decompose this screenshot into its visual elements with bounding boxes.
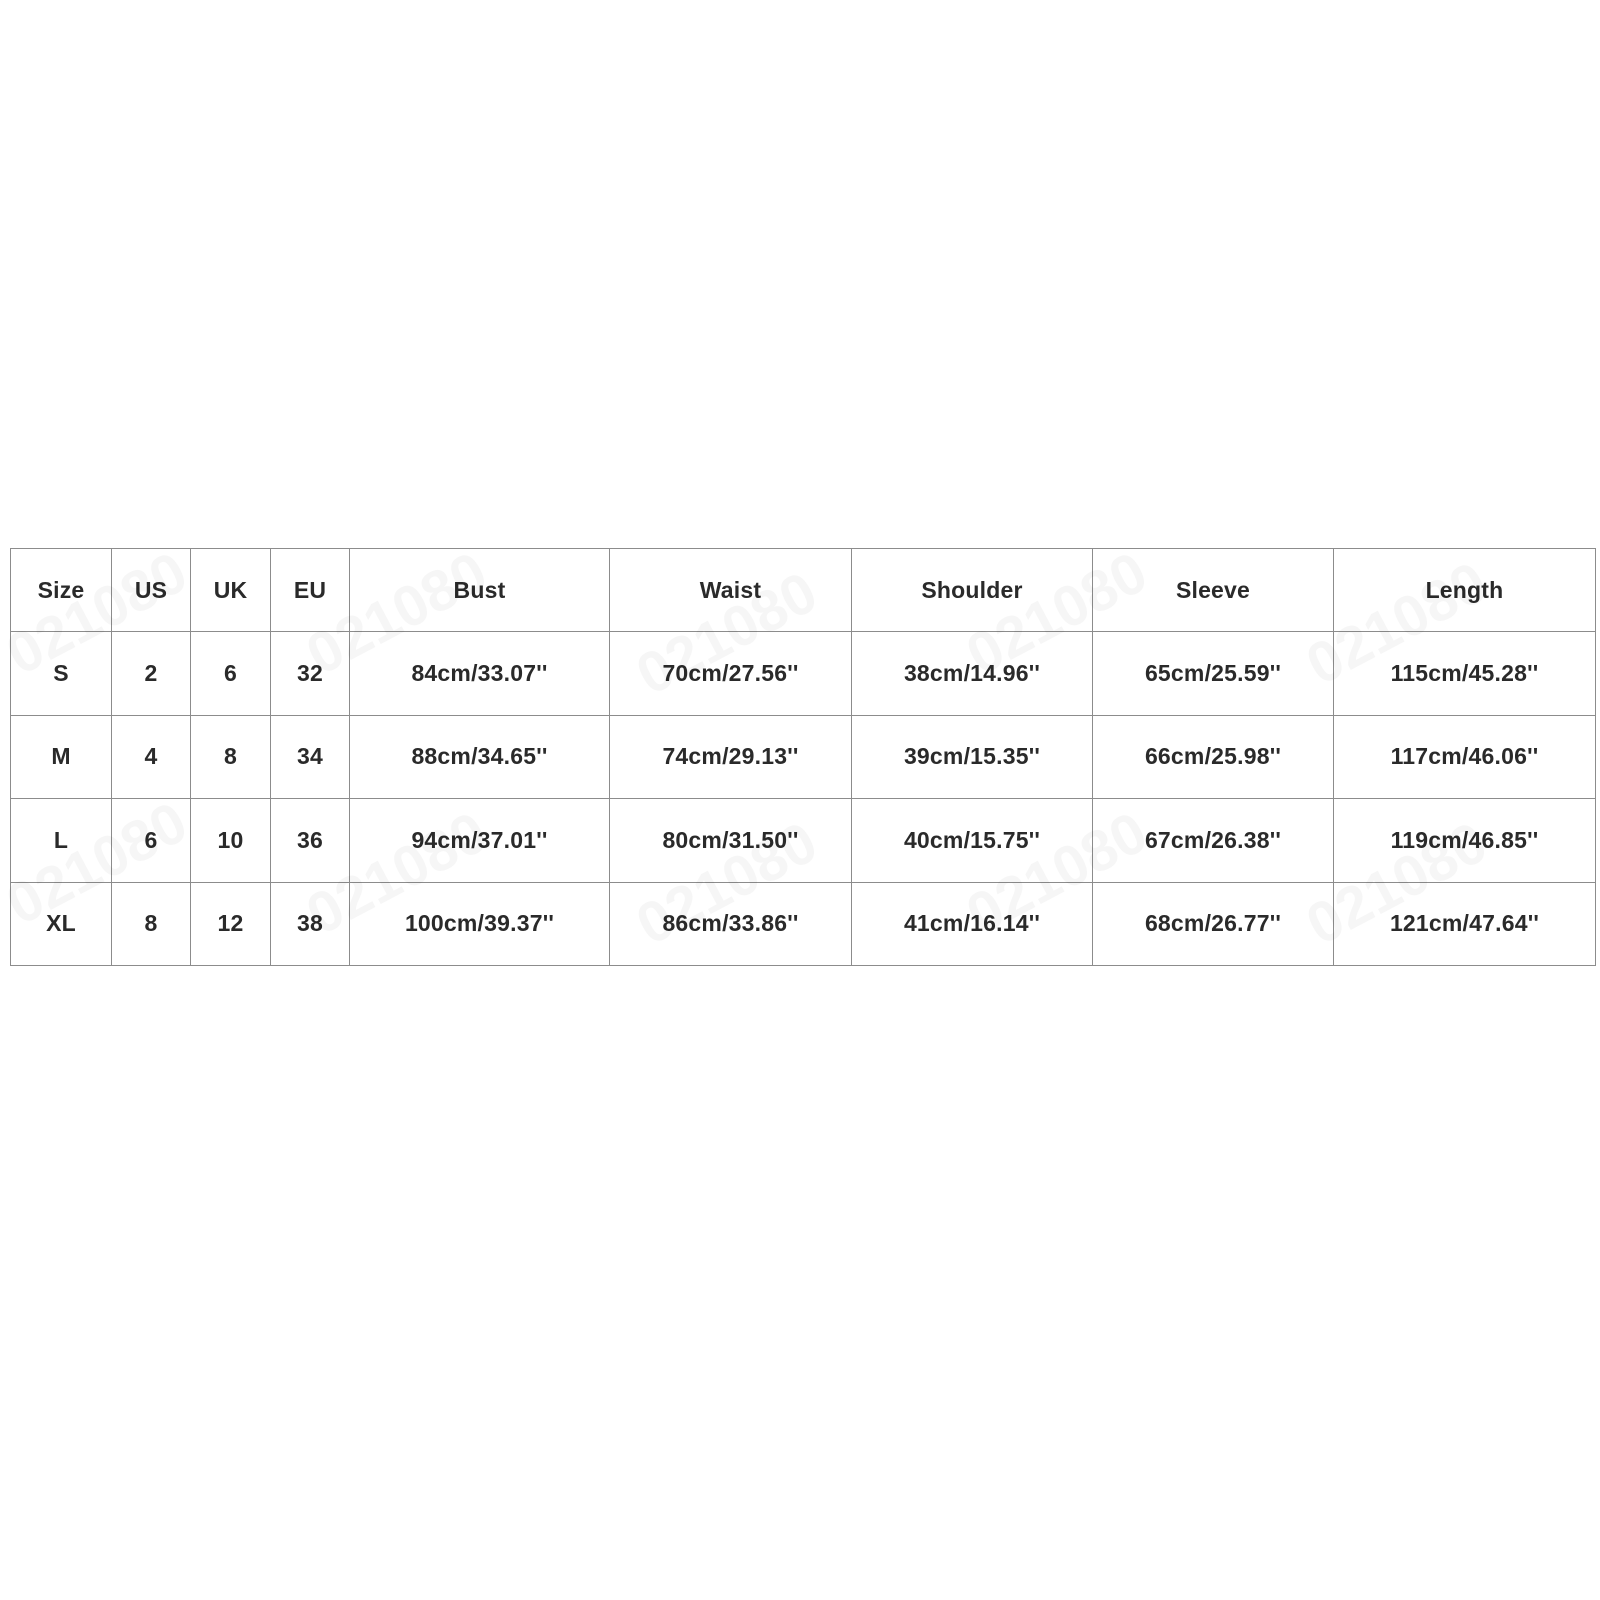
cell-sleeve: 65cm/25.59'' bbox=[1093, 632, 1334, 716]
cell-uk: 8 bbox=[191, 715, 271, 799]
header-shoulder: Shoulder bbox=[852, 549, 1093, 632]
cell-us: 6 bbox=[112, 799, 191, 883]
cell-uk: 12 bbox=[191, 882, 271, 966]
cell-us: 8 bbox=[112, 882, 191, 966]
cell-uk: 10 bbox=[191, 799, 271, 883]
cell-bust: 100cm/39.37'' bbox=[350, 882, 610, 966]
cell-size: L bbox=[11, 799, 112, 883]
header-waist: Waist bbox=[610, 549, 852, 632]
table-row bbox=[11, 799, 1596, 883]
header-length: Length bbox=[1334, 549, 1596, 632]
size-chart-table bbox=[10, 548, 1596, 966]
header-us: US bbox=[112, 549, 191, 632]
cell-eu: 32 bbox=[271, 632, 350, 716]
cell-length: 115cm/45.28'' bbox=[1334, 632, 1596, 716]
cell-length: 121cm/47.64'' bbox=[1334, 882, 1596, 966]
cell-size: S bbox=[11, 632, 112, 716]
header-size: Size bbox=[11, 549, 112, 632]
cell-waist: 74cm/29.13'' bbox=[610, 715, 852, 799]
cell-shoulder: 38cm/14.96'' bbox=[852, 632, 1093, 716]
cell-sleeve: 68cm/26.77'' bbox=[1093, 882, 1334, 966]
table-row bbox=[11, 715, 1596, 799]
cell-eu: 34 bbox=[271, 715, 350, 799]
cell-waist: 86cm/33.86'' bbox=[610, 882, 852, 966]
cell-length: 119cm/46.85'' bbox=[1334, 799, 1596, 883]
cell-bust: 84cm/33.07'' bbox=[350, 632, 610, 716]
table-row bbox=[11, 632, 1596, 716]
cell-sleeve: 66cm/25.98'' bbox=[1093, 715, 1334, 799]
header-bust: Bust bbox=[350, 549, 610, 632]
header-uk: UK bbox=[191, 549, 271, 632]
cell-shoulder: 39cm/15.35'' bbox=[852, 715, 1093, 799]
cell-us: 2 bbox=[112, 632, 191, 716]
header-sleeve: Sleeve bbox=[1093, 549, 1334, 632]
cell-waist: 80cm/31.50'' bbox=[610, 799, 852, 883]
cell-waist: 70cm/27.56'' bbox=[610, 632, 852, 716]
cell-size: M bbox=[11, 715, 112, 799]
cell-shoulder: 40cm/15.75'' bbox=[852, 799, 1093, 883]
cell-size: XL bbox=[11, 882, 112, 966]
cell-uk: 6 bbox=[191, 632, 271, 716]
cell-eu: 38 bbox=[271, 882, 350, 966]
table-row bbox=[11, 882, 1596, 966]
header-row bbox=[11, 549, 1596, 632]
cell-eu: 36 bbox=[271, 799, 350, 883]
cell-us: 4 bbox=[112, 715, 191, 799]
cell-shoulder: 41cm/16.14'' bbox=[852, 882, 1093, 966]
cell-bust: 94cm/37.01'' bbox=[350, 799, 610, 883]
cell-sleeve: 67cm/26.38'' bbox=[1093, 799, 1334, 883]
header-eu: EU bbox=[271, 549, 350, 632]
cell-length: 117cm/46.06'' bbox=[1334, 715, 1596, 799]
cell-bust: 88cm/34.65'' bbox=[350, 715, 610, 799]
